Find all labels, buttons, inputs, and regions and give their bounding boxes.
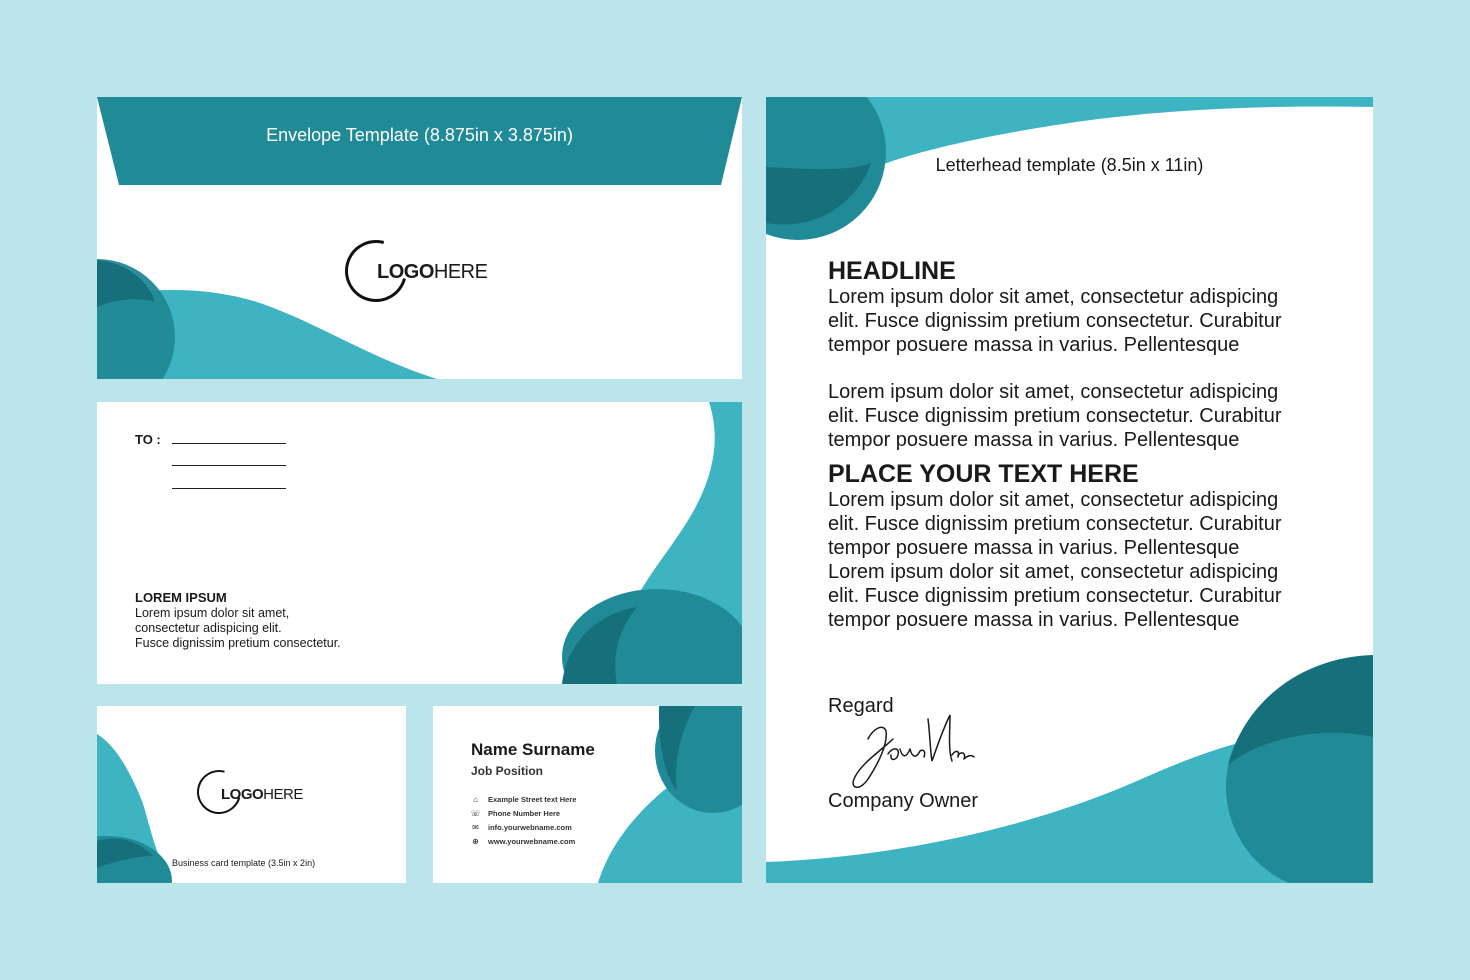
address-line-2: [172, 465, 286, 466]
letterhead-template: [766, 97, 1373, 883]
home-icon: ⌂: [473, 795, 478, 804]
business-card-front: [97, 706, 406, 883]
logo: [345, 240, 505, 304]
logo: [197, 770, 317, 818]
sender-line: Lorem ipsum dolor sit amet,: [135, 606, 290, 620]
body-line: Lorem ipsum dolor sit amet, consectetur adispicing: [828, 381, 1279, 403]
signature-stroke: [853, 715, 974, 787]
letterhead-body: [828, 257, 1348, 632]
logo-text: LOGOHERE: [377, 260, 488, 283]
to-label: TO :: [135, 432, 161, 447]
envelope-front-template: [97, 97, 742, 379]
phone-icon: ☏: [470, 809, 481, 818]
contact-row: ⌂ Example Street text Here: [471, 795, 576, 804]
body-line: tempor posuere massa in varius. Pellentesque: [828, 609, 1240, 631]
globe-icon: ⊕: [472, 837, 479, 846]
sender-title: LOREM IPSUM: [135, 590, 227, 605]
body-line: Lorem ipsum dolor sit amet, consectetur adispicing: [828, 489, 1279, 511]
body-line: elit. Fusce dignissim pretium consectetur. Curabitur: [828, 585, 1282, 607]
body-line: elit. Fusce dignissim pretium consectetur. Curabitur: [828, 405, 1282, 427]
card-job-position: Job Position: [471, 764, 543, 778]
body-line: elit. Fusce dignissim pretium consectetur. Curabitur: [828, 513, 1282, 535]
body-line: Lorem ipsum dolor sit amet, consectetur adispicing: [828, 561, 1279, 583]
body-line: tempor posuere massa in varius. Pellentesque: [828, 429, 1240, 451]
contact-row: ⊕ www.yourwebname.com: [472, 837, 576, 846]
sender-line: Fusce dignissim pretium consectetur.: [135, 636, 341, 650]
letterhead-headline: HEADLINE: [828, 257, 956, 285]
signature: [848, 709, 978, 793]
body-line: tempor posuere massa in varius. Pellentesque: [828, 537, 1240, 559]
address-line-3: [172, 488, 286, 489]
regard-text: Regard: [828, 695, 894, 717]
envelope-title: Envelope Template (8.875in x 3.875in): [266, 125, 573, 145]
envelope-back-template: [97, 402, 742, 684]
body-line: Lorem ipsum dolor sit amet, consectetur adispicing: [828, 286, 1279, 308]
body-line: tempor posuere massa in varius. Pellentesque: [828, 334, 1240, 356]
logo-text: LOGOHERE: [221, 785, 303, 803]
business-card-caption: Business card template (3.5in x 2in): [172, 858, 316, 868]
body-line: elit. Fusce dignissim pretium consectetur. Curabitur: [828, 310, 1282, 332]
sender-line: consectetur adispicing elit.: [135, 621, 282, 635]
company-owner-text: Company Owner: [828, 790, 979, 812]
contact-row: ✉ info.yourwebname.com: [472, 823, 572, 832]
letterhead-title: Letterhead template (8.5in x 11in): [935, 155, 1204, 175]
letterhead-subheadline: PLACE YOUR TEXT HERE: [828, 460, 1139, 488]
contact-row: ☏ Phone Number Here: [470, 809, 561, 818]
address-line-1: [172, 443, 286, 444]
business-card-back: [433, 706, 742, 883]
card-holder-name: Name Surname: [471, 740, 595, 759]
mail-icon: ✉: [472, 823, 479, 832]
